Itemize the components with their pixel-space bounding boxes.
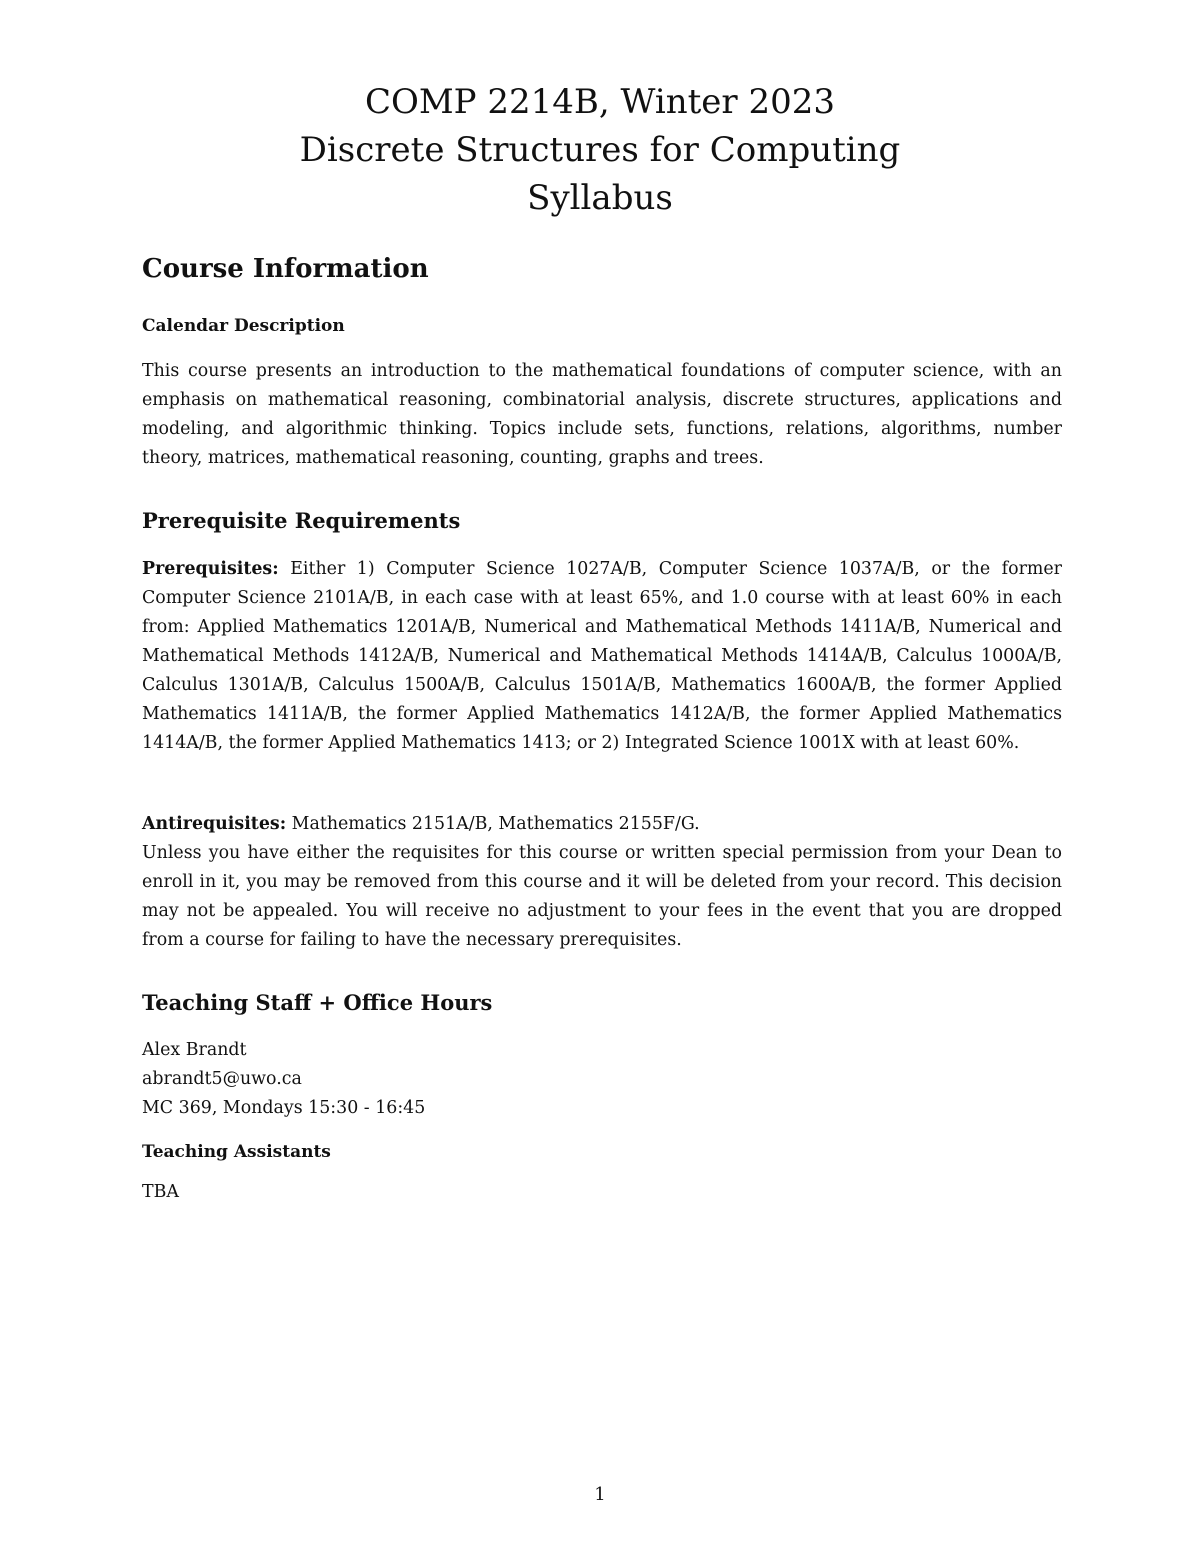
teaching-staff-heading: Teaching Staff + Office Hours bbox=[142, 990, 493, 1015]
requisites-notice: Unless you have either the requisites for this course or written special permission from your Dean to enroll in it, you may be removed from this course and it will be deleted from your record. This decision may not be appealed. You will receive no adjustment to your fees in the event that you are dropped from a course for failing to have the necessary prerequisites. bbox=[142, 843, 1062, 950]
teaching-assistants-body bbox=[142, 1178, 1062, 1207]
antirequisites-text: Mathematics 2151A/B, Mathematics 2155F/G. bbox=[286, 814, 700, 834]
prerequisites-label: Prerequisites: bbox=[142, 559, 279, 579]
prerequisites-text: Either 1) Computer Science 1027A/B, Computer Science 1037A/B, or the former Computer Science 2101A/B, in each case with at least 65%, and 1.0 course with at least 60% in each from: Applied Mathematics 1201A/B, Numerical and Mathematical Methods 1411A/B, Numerical and Mathematical Methods 1412A/B, Numerical and Mathematical Methods 1414A/B, Calculus 1000A/B, Calculus 1301A/B, Calculus 1500A/B, Calculus 1501A/B, Mathematics 1600A/B, the former Applied Mathematics 1411A/B, the former Applied Mathematics 1412A/B, the former Applied Mathematics 1414A/B, the former Applied Mathematics 1413; or 2) Integrated Science 1001X with at least 60%. bbox=[142, 559, 1062, 753]
instructor-details bbox=[142, 1036, 1062, 1123]
calendar-description-body bbox=[142, 357, 1062, 473]
page-number: 1 bbox=[594, 1484, 606, 1505]
office-hours: MC 369, Mondays 15:30 - 16:45 bbox=[142, 1098, 426, 1118]
antirequisites-body bbox=[142, 810, 1062, 955]
instructor-info bbox=[142, 1036, 1062, 1123]
antirequisites-label: Antirequisites: bbox=[142, 814, 287, 834]
teaching-assistants-heading: Teaching Assistants bbox=[142, 1142, 331, 1162]
calendar-description-text: This course presents an introduction to the mathematical foundations of computer science, with an emphasis on mathematical reasoning, combinatorial analysis, discrete structures, applications and modeling, and algorithmic thinking. Topics include sets, functions, relations, algorithms, number theory, matrices, mathematical reasoning, counting, graphs and trees. bbox=[142, 361, 1062, 468]
course-information-heading: Course Information bbox=[142, 254, 429, 284]
prerequisite-section bbox=[142, 508, 1062, 533]
teaching-staff-section bbox=[142, 990, 1062, 1015]
antirequisites-paragraph bbox=[142, 810, 1062, 839]
document-type: Syllabus bbox=[527, 178, 673, 218]
course-name: Discrete Structures for Computing bbox=[299, 130, 901, 170]
calendar-description-block bbox=[142, 316, 1062, 336]
prerequisites-paragraph bbox=[142, 555, 1062, 758]
teaching-assistants-block bbox=[142, 1142, 1062, 1162]
document-title bbox=[0, 78, 1200, 222]
calendar-description-heading: Calendar Description bbox=[142, 316, 345, 336]
instructor-name: Alex Brandt bbox=[142, 1040, 247, 1060]
instructor-email: abrandt5@uwo.ca bbox=[142, 1069, 302, 1089]
prerequisite-heading: Prerequisite Requirements bbox=[142, 508, 461, 533]
teaching-assistants-text: TBA bbox=[142, 1182, 179, 1202]
prerequisites-body bbox=[142, 555, 1062, 758]
course-code-term: COMP 2214B, Winter 2023 bbox=[364, 82, 835, 122]
course-information-section bbox=[142, 254, 1062, 284]
